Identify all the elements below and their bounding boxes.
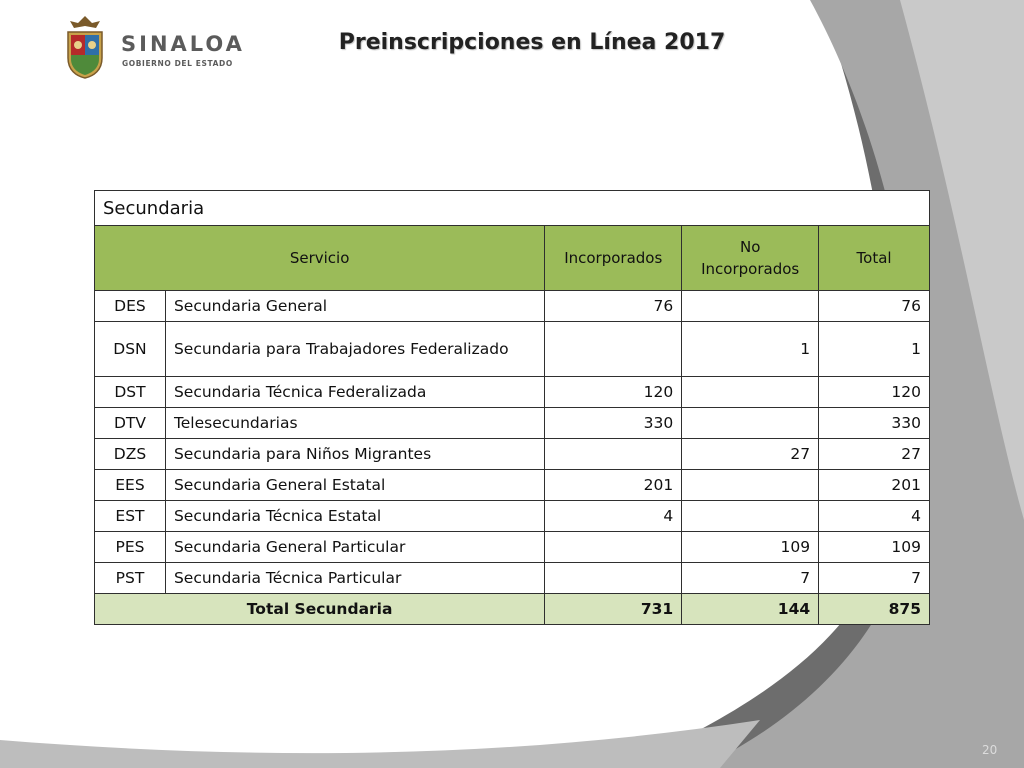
total-no-incorporados: 144 (682, 594, 819, 625)
column-header-servicio: Servicio (95, 226, 545, 291)
no-incorporados-value: 109 (682, 532, 819, 563)
service-code: DST (95, 377, 166, 408)
service-name: Secundaria General Estatal (165, 470, 544, 501)
column-header-total: Total (819, 226, 930, 291)
table-header-row (95, 226, 930, 291)
total-value: 4 (819, 501, 930, 532)
table-row (95, 439, 930, 470)
incorporados-value: 330 (545, 408, 682, 439)
section-title: Secundaria (95, 191, 930, 226)
no-incorporados-value (682, 291, 819, 322)
no-incorporados-value: 7 (682, 563, 819, 594)
total-value: 201 (819, 470, 930, 501)
table-row (95, 377, 930, 408)
service-code: EST (95, 501, 166, 532)
incorporados-value: 4 (545, 501, 682, 532)
total-value: 330 (819, 408, 930, 439)
brand-name: SINALOA (121, 32, 245, 56)
incorporados-value: 76 (545, 291, 682, 322)
column-header-incorporados: Incorporados (545, 226, 682, 291)
total-incorporados: 731 (545, 594, 682, 625)
total-value: 7 (819, 563, 930, 594)
service-name: Secundaria Técnica Federalizada (165, 377, 544, 408)
service-code: DZS (95, 439, 166, 470)
service-code: PES (95, 532, 166, 563)
total-value: 109 (819, 532, 930, 563)
incorporados-value (545, 439, 682, 470)
service-name: Secundaria Técnica Estatal (165, 501, 544, 532)
no-incorporados-value: 27 (682, 439, 819, 470)
table-row (95, 322, 930, 377)
table-total-row (95, 594, 930, 625)
service-name: Secundaria Técnica Particular (165, 563, 544, 594)
column-header-no-incorporados: No Incorporados (682, 226, 819, 291)
no-incorporados-value (682, 408, 819, 439)
service-name: Secundaria General (165, 291, 544, 322)
enrollment-table (94, 190, 930, 625)
no-incorporados-value (682, 501, 819, 532)
incorporados-value (545, 532, 682, 563)
service-code: DSN (95, 322, 166, 377)
service-name: Secundaria para Trabajadores Federalizado (165, 322, 544, 377)
service-code: DTV (95, 408, 166, 439)
incorporados-value: 201 (545, 470, 682, 501)
incorporados-value (545, 563, 682, 594)
no-incorporados-value (682, 377, 819, 408)
page-number: 20 (982, 743, 998, 757)
total-value: 27 (819, 439, 930, 470)
service-name: Secundaria para Niños Migrantes (165, 439, 544, 470)
service-name: Telesecundarias (165, 408, 544, 439)
incorporados-value (545, 322, 682, 377)
total-value: 1 (819, 322, 930, 377)
no-incorporados-value (682, 470, 819, 501)
total-label: Total Secundaria (95, 594, 545, 625)
incorporados-value: 120 (545, 377, 682, 408)
total-value: 120 (819, 377, 930, 408)
table-row (95, 563, 930, 594)
service-code: DES (95, 291, 166, 322)
table-row (95, 291, 930, 322)
table-section-row (95, 191, 930, 226)
service-code: EES (95, 470, 166, 501)
no-incorporados-value: 1 (682, 322, 819, 377)
grand-total: 875 (819, 594, 930, 625)
service-name: Secundaria General Particular (165, 532, 544, 563)
brand-subtitle: GOBIERNO DEL ESTADO (122, 59, 233, 68)
service-code: PST (95, 563, 166, 594)
table-row (95, 501, 930, 532)
page-title: Preinscripciones en Línea 2017 (338, 30, 726, 55)
table-row (95, 470, 930, 501)
table-row (95, 532, 930, 563)
total-value: 76 (819, 291, 930, 322)
table-row (95, 408, 930, 439)
